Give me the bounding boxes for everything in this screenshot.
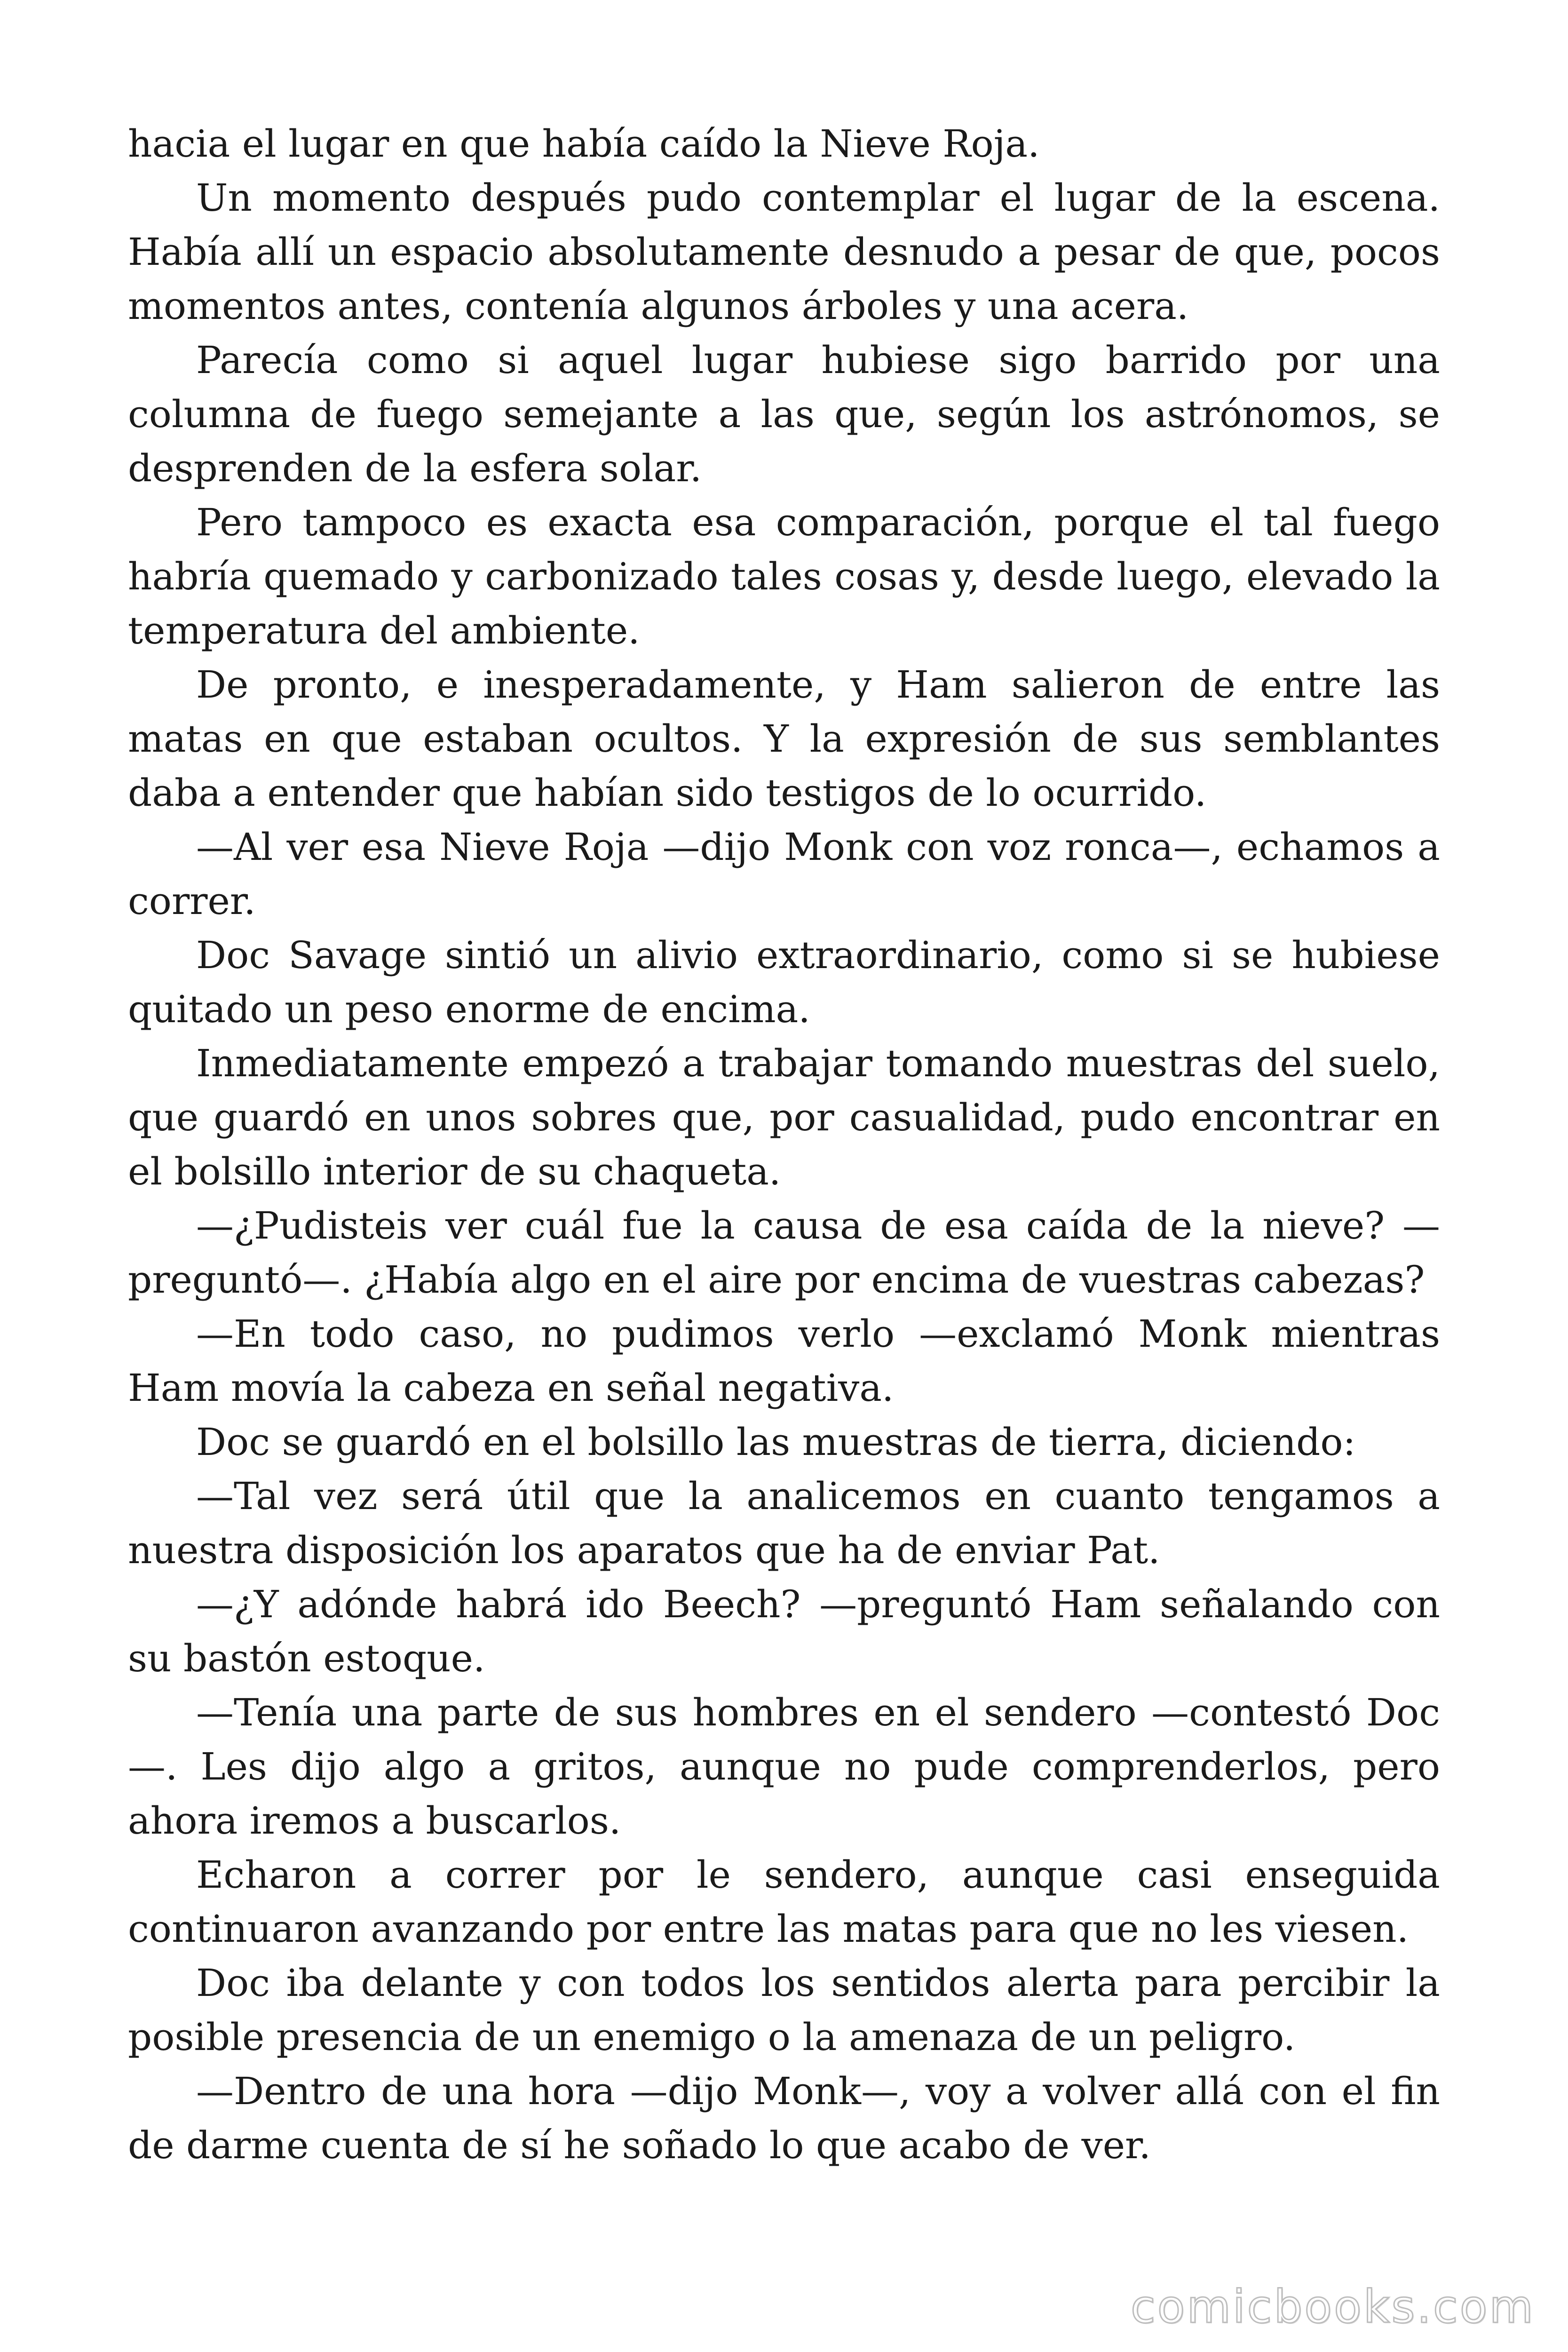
paragraph: Pero tampoco es exacta esa comparación, porque el tal fuego habría quemado y carbonizado tales cosas y, desde luego, elevado la temperatura del ambiente.: [128, 501, 1440, 652]
paragraph: Doc se guardó en el bolsillo las muestras de tierra, diciendo:: [196, 1420, 1356, 1464]
watermark: comicbooks.com: [1130, 2280, 1535, 2333]
paragraph: —En todo caso, no pudimos verlo —exclamó Monk mientras Ham movía la cabeza en señal negativa.: [128, 1312, 1440, 1410]
body-text: [128, 117, 1440, 2172]
paragraph: —Al ver esa Nieve Roja —dijo Monk con voz ronca—, echamos a correr.: [128, 825, 1440, 923]
paragraph: Echaron a correr por le sendero, aunque casi enseguida continuaron avanzando por entre las matas para que no les viesen.: [128, 1853, 1440, 1951]
paragraph: —Tal vez será útil que la analicemos en cuanto tengamos a nuestra disposición los aparatos que ha de enviar Pat.: [128, 1474, 1440, 1572]
paragraph: Un momento después pudo contemplar el lugar de la escena. Había allí un espacio absolutamente desnudo a pesar de que, pocos momentos antes, contenía algunos árboles y una acera.: [128, 176, 1440, 328]
paragraph: hacia el lugar en que había caído la Nieve Roja.: [128, 122, 1040, 166]
paragraph: —¿Y adónde habrá ido Beech? —preguntó Ham señalando con su bastón estoque.: [128, 1582, 1440, 1680]
paragraph: Doc Savage sintió un alivio extraordinario, como si se hubiese quitado un peso enorme de encima.: [128, 933, 1440, 1031]
paragraph: —¿Pudisteis ver cuál fue la causa de esa caída de la nieve? —preguntó—. ¿Había algo en el aire por encima de vuestras cabezas?: [128, 1204, 1440, 1302]
paragraph: Inmediatamente empezó a trabajar tomando muestras del suelo, que guardó en unos sobres que, por casualidad, pudo encontrar en el bolsillo interior de su chaqueta.: [128, 1041, 1440, 1193]
paragraph: —Dentro de una hora —dijo Monk—, voy a volver allá con el fin de darme cuenta de sí he soñado lo que acabo de ver.: [128, 2069, 1440, 2167]
paragraph: Parecía como si aquel lugar hubiese sigo barrido por una columna de fuego semejante a las que, según los astrónomos, se desprenden de la esfera solar.: [128, 338, 1440, 490]
paragraph: De pronto, e inesperadamente, y Ham salieron de entre las matas en que estaban ocultos. Y la expresión de sus semblantes daba a entender que habían sido testigos de lo ocurrido.: [128, 663, 1440, 815]
paragraph: Doc iba delante y con todos los sentidos alerta para percibir la posible presencia de un enemigo o la amenaza de un peligro.: [128, 1961, 1440, 2059]
paragraph: —Tenía una parte de sus hombres en el sendero —contestó Doc —. Les dijo algo a gritos, aunque no pude comprenderlos, pero ahora iremos a buscarlos.: [128, 1691, 1440, 1843]
